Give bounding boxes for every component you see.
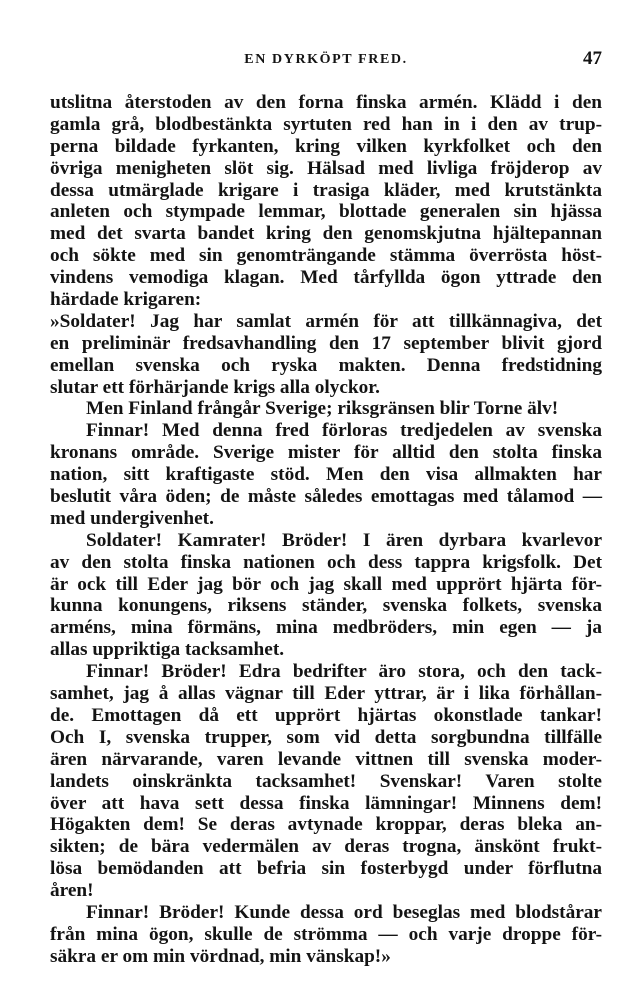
running-title: EN DYRKÖPT FRED. <box>244 52 408 67</box>
text-line: Och I, svenska trupper, som vid detta sorgbundna tillfälle <box>50 726 602 748</box>
text-line: med det svarta bandet kring den genomskjutna hjältepannan <box>50 223 602 245</box>
text-line: och sökte med sin genomträngande stämma överrösta höst- <box>50 245 602 267</box>
text-line: är ock till Eder jag bör och jag skall med upprört hjärta för- <box>50 573 602 595</box>
text-line: Soldater! Kamrater! Bröder! I ären dyrbara kvarlevor <box>86 529 602 551</box>
body-text <box>50 92 602 968</box>
text-line: »Soldater! Jag har samlat armén för att tillkännagiva, det <box>50 310 602 332</box>
text-line: arméns, mina förmäns, mina medbröders, min egen — ja <box>50 617 602 639</box>
page-number: 47 <box>583 48 602 69</box>
text-line: av den stolta finska nationen och dess tappra krigsfolk. Det <box>50 551 602 573</box>
text-line: nation, sitt kraftigaste stöd. Men den visa allmakten har <box>50 464 602 486</box>
text-line: samhet, jag å allas vägnar till Eder yttrar, är i lika förhållan- <box>50 683 602 705</box>
text-line: sikten; de bära vedermälen av deras trogna, änskönt frukt- <box>50 836 602 858</box>
text-line: ären närvarande, varen levande vittnen till svenska moder- <box>50 748 602 770</box>
text-line: åren! <box>50 880 94 902</box>
text-line: emellan svenska och ryska makten. Denna fredstidning <box>50 354 602 376</box>
text-line: kunna konungens, riksens ständer, svenska folkets, svenska <box>50 595 602 617</box>
text-line: Finnar! Bröder! Edra bedrifter äro stora, och den tack- <box>86 661 602 683</box>
text-line: dessa utmärglade krigare i trasiga kläder, med krutstänkta <box>50 179 602 201</box>
text-line: en preliminär fredsavhandling den 17 september blivit gjord <box>50 332 602 354</box>
text-line: perna bildade fyrkanten, kring vilken kyrkfolket och den <box>50 135 602 157</box>
running-head <box>50 46 602 76</box>
text-line: Men Finland frångår Sverige; riksgränsen blir Torne älv! <box>86 398 559 420</box>
text-line: Finnar! Med denna fred förloras tredjedelen av svenska <box>86 420 602 442</box>
text-line: de. Emottagen då ett upprört hjärtas okonstlade tankar! <box>50 704 602 726</box>
text-line: kronans område. Sverige mister för alltid den stolta finska <box>50 442 602 464</box>
text-line: utslitna återstoden av den forna finska armén. Klädd i den <box>50 92 602 113</box>
text-line: Finnar! Bröder! Kunde dessa ord beseglas med blodstårar <box>86 901 602 923</box>
text-line: beslutit våra öden; de måste således emottagas med tålamod — <box>50 486 602 508</box>
text-line: vindens vemodiga klagan. Med tårfyllda ögon yttrade den <box>50 267 602 289</box>
text-line: slutar ett förhärjande krigs alla olyckor. <box>50 376 380 398</box>
text-line: Högakten dem! Se deras avtynade kroppar, deras bleka an- <box>50 814 602 836</box>
text-line: lösa bemödanden att befria sin fosterbygd under förflutna <box>50 858 602 880</box>
text-line: övriga menigheten slöt sig. Hälsad med livliga fröjderop av <box>50 157 602 179</box>
text-line: härdade krigaren: <box>50 289 202 311</box>
text-line: landets oinskränkta tacksamhet! Svenskar! Varen stolte <box>50 770 602 792</box>
text-line: med undergivenhet. <box>50 507 214 529</box>
text-line: säkra er om min vördnad, min vänskap!» <box>50 945 391 967</box>
text-line: över att hava sett dessa finska lämningar! Minnens dem! <box>50 792 602 814</box>
text-line: gamla grå, blodbestänkta syrtuten red han in i den av trup- <box>50 113 602 135</box>
text-line: anleten och stympade lemmar, blottade generalen sin hjässa <box>50 201 602 223</box>
text-line: allas uppriktiga tacksamhet. <box>50 639 285 661</box>
text-line: från mina ögon, skulle de strömma — och varje droppe för- <box>50 923 602 945</box>
